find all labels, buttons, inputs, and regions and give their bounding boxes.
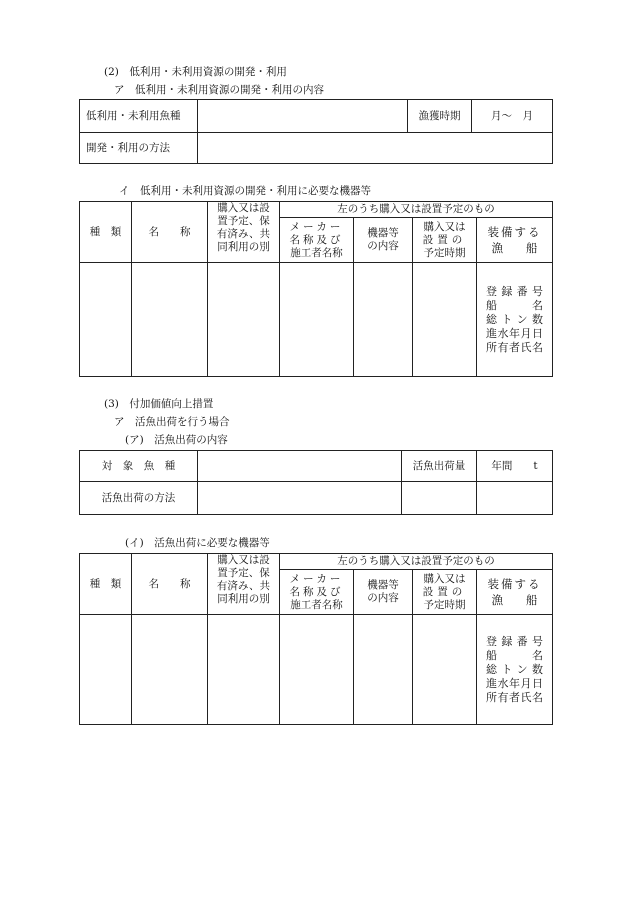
vessel-info[interactable] [477,615,553,725]
purchase-header: 購入又は設 置予定、保 有済み、共 同利用の別 [208,202,280,263]
vessel-name: 船 名 [486,648,543,662]
vessel-reg-number: 登録番号 [486,634,543,648]
kind-field[interactable] [80,615,132,725]
equipment-table-1 [79,201,553,377]
vessel-info[interactable] [477,263,553,377]
maker-header: メーカー 名称及び 施工者名称 [280,570,354,615]
group-header: 左のうち購入又は設置予定のもの [280,202,553,218]
method-field[interactable] [198,133,553,164]
kind-header: 種 類 [80,554,132,615]
section-2-sub-a: ア 低利用・未利用資源の開発・利用の内容 [114,84,324,96]
group-header: 左のうち購入又は設置予定のもの [280,554,553,570]
season-field[interactable]: 月～ 月 [472,100,553,133]
vessel-launch-date: 進水年月日 [486,676,543,690]
kind-field[interactable] [80,263,132,377]
schedule-field[interactable] [413,263,477,377]
vessel-header: 装備する 漁 船 [477,570,553,615]
volume-field[interactable]: 年間 t [477,451,553,482]
name-header: 名 称 [132,554,208,615]
purchase-field[interactable] [208,615,280,725]
content-field[interactable] [354,263,413,377]
schedule-header: 購入又は 設置の 予定時期 [413,218,477,263]
content-header: 機器等 の内容 [354,570,413,615]
section-3-sub-a: ア 活魚出荷を行う場合 [114,416,230,428]
vessel-owner: 所有者氏名 [486,690,543,704]
equipment-table-2 [79,553,553,725]
resource-content-table [79,99,553,164]
vessel-launch-date: 進水年月日 [486,326,543,340]
purchase-field[interactable] [208,263,280,377]
name-header: 名 称 [132,202,208,263]
vessel-name: 船 名 [486,298,543,312]
section-3-heading: (3) 付加価値向上措置 [104,398,214,410]
name-field[interactable] [132,263,208,377]
section-2-sub-i: イ 低利用・未利用資源の開発・利用に必要な機器等 [119,185,371,197]
content-field[interactable] [354,615,413,725]
method-label: 開発・利用の方法 [80,133,198,164]
section-3-sub-a2: (イ) 活魚出荷に必要な機器等 [125,537,270,549]
live-method-extra-1[interactable] [402,482,477,515]
volume-label: 活魚出荷量 [402,451,477,482]
species-field[interactable] [198,100,408,133]
kind-header: 種 類 [80,202,132,263]
section-2-heading: (2) 低利用・未利用資源の開発・利用 [104,66,287,78]
vessel-tonnage: 総トン数 [486,312,543,326]
live-method-extra-2[interactable] [477,482,553,515]
vessel-header: 装備する 漁 船 [477,218,553,263]
maker-field[interactable] [280,263,354,377]
schedule-field[interactable] [413,615,477,725]
target-species-field[interactable] [198,451,402,482]
vessel-owner: 所有者氏名 [486,340,543,354]
species-label: 低利用・未利用魚種 [80,100,198,133]
season-label: 漁獲時期 [408,100,472,133]
purchase-header: 購入又は設 置予定、保 有済み、共 同利用の別 [208,554,280,615]
live-fish-table [79,450,553,515]
maker-field[interactable] [280,615,354,725]
name-field[interactable] [132,615,208,725]
live-method-field[interactable] [198,482,402,515]
section-3-sub-a1: (ア) 活魚出荷の内容 [125,434,228,446]
maker-header: メーカー 名称及び 施工者名称 [280,218,354,263]
content-header: 機器等 の内容 [354,218,413,263]
vessel-reg-number: 登録番号 [486,284,543,298]
live-method-label: 活魚出荷の方法 [80,482,198,515]
vessel-tonnage: 総トン数 [486,662,543,676]
schedule-header: 購入又は 設置の 予定時期 [413,570,477,615]
target-species-label: 対 象 魚 種 [80,451,198,482]
